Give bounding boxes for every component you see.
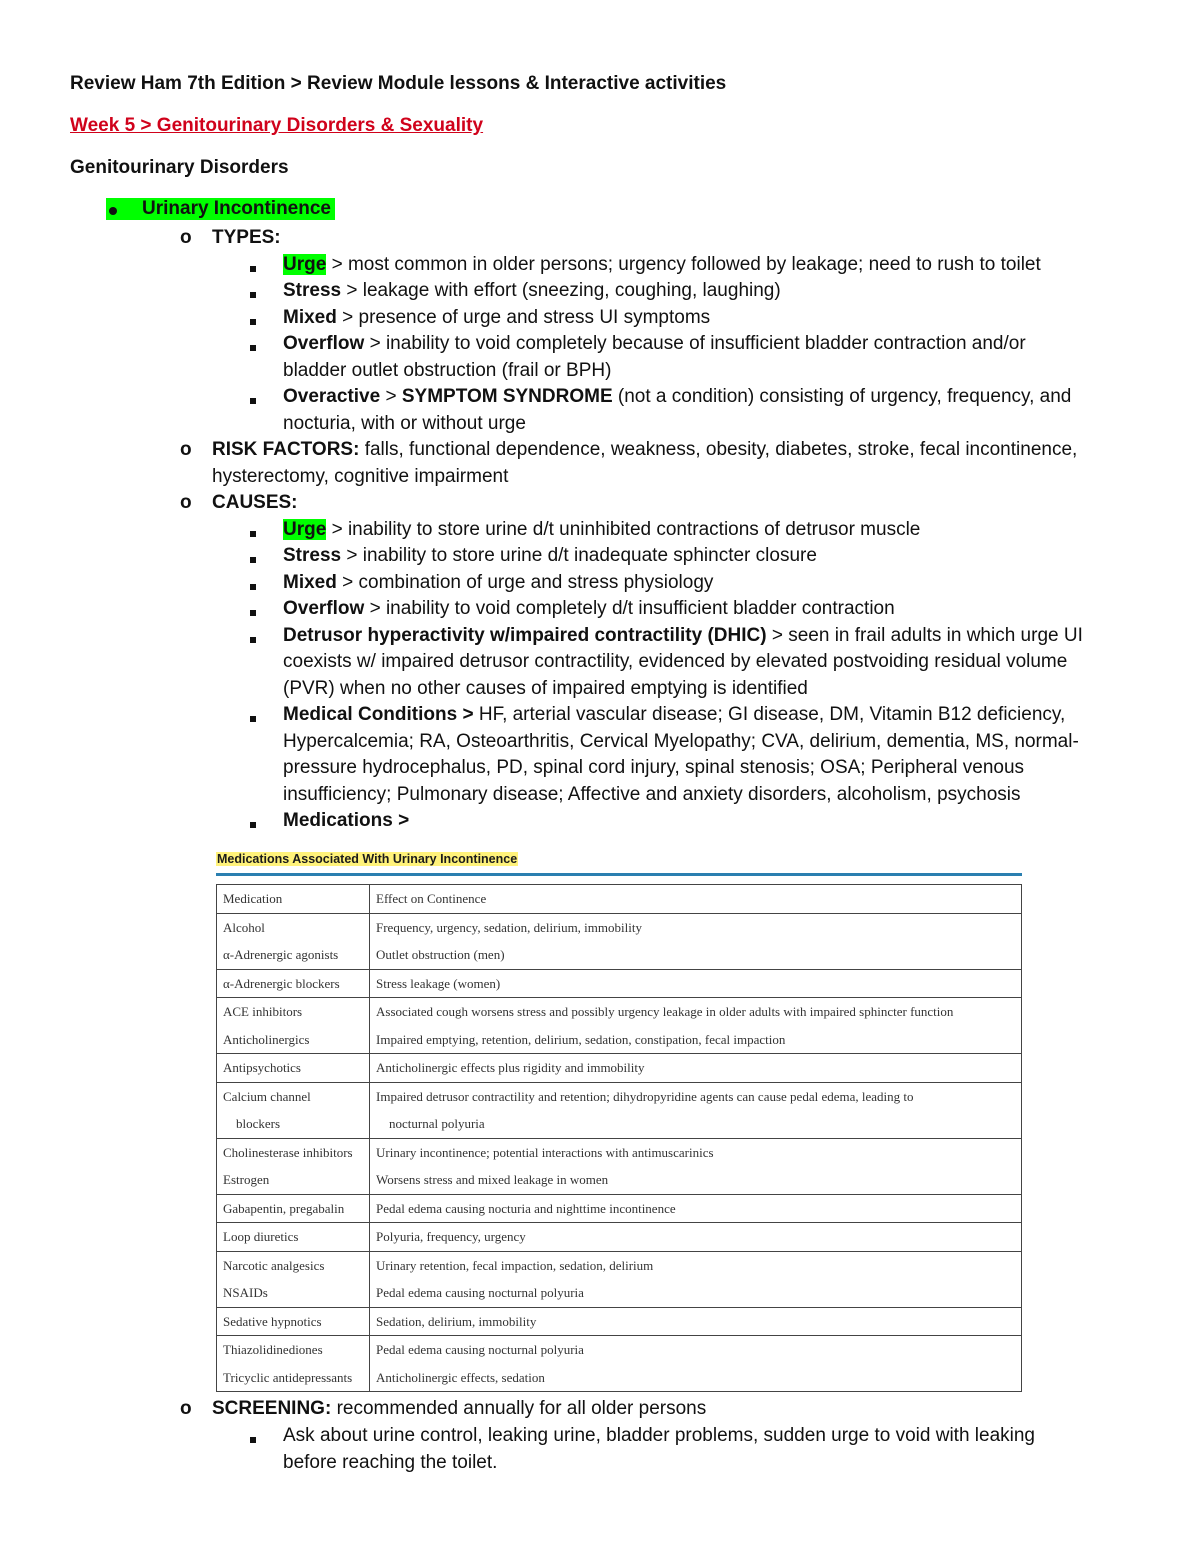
cause-text2: Hypercalcemia; RA, Osteoarthritis, Cervical Myelopathy; CVA, delirium, dementia, MS, normal- (283, 730, 1079, 752)
circle-bullet-icon: o (180, 439, 192, 460)
circle-bullet-icon: o (180, 492, 192, 513)
continence-effect: Outlet obstruction (men) (376, 947, 505, 962)
type-text2: nocturia, with or without urge (283, 412, 526, 434)
table-row (217, 1307, 1022, 1336)
type-item (283, 252, 1041, 279)
square-bullet-icon (250, 1425, 256, 1452)
cause-term: Urge (283, 518, 327, 540)
square-bullet-icon (250, 254, 256, 281)
square-bullet-icon (250, 307, 256, 334)
square-bullet-icon (250, 333, 256, 360)
square-bullet-icon (250, 545, 256, 572)
continence-effect: Worsens stress and mixed leakage in women (376, 1172, 609, 1187)
cause-text: HF, arterial vascular disease; GI disease, DM, Vitamin B12 deficiency, (473, 704, 1066, 725)
type-term: Urge (283, 253, 327, 275)
cause-term: Mixed (283, 571, 337, 593)
risk-factors (212, 437, 1077, 490)
table-title: Medications Associated With Urinary Incontinence (217, 852, 518, 866)
type-term: Overflow (283, 333, 365, 354)
continence-effect: Sedation, delirium, immobility (376, 1313, 537, 1329)
screening-item: Ask about urine control, leaking urine, bladder problems, sudden urge to void with leaking (283, 1425, 1036, 1446)
square-bullet-icon (250, 386, 256, 413)
header-medication: Medication (223, 891, 283, 906)
medication-name: Cholinesterase inhibitors (223, 1144, 353, 1160)
table-header-row (217, 885, 1022, 914)
type-text3: (not a condition) consisting of urgency, frequency, and (612, 386, 1072, 407)
medication-name: blockers (223, 1116, 281, 1131)
cause-text: > inability to store urine d/t uninhibited contractions of detrusor muscle (326, 518, 921, 540)
continence-effect: Stress leakage (women) (376, 975, 501, 991)
type-term: Mixed (283, 306, 337, 328)
medication-name: Calcium channel (223, 1088, 311, 1104)
continence-effect: Urinary incontinence; potential interactions with antimuscarinics (376, 1144, 714, 1160)
medication-name: Loop diuretics (223, 1229, 299, 1244)
risk-text: falls, functional dependence, weakness, obesity, diabetes, stroke, fecal incontinence, (359, 439, 1078, 460)
cause-text: > combination of urge and stress physiology (336, 571, 714, 593)
type-item (283, 331, 1026, 384)
medication-name: Anticholinergics (223, 1031, 310, 1047)
table-rule (216, 873, 1022, 876)
medication-name: Antipsychotics (223, 1060, 301, 1075)
circle-bullet-icon: o (180, 1398, 192, 1419)
cause-item (283, 596, 895, 623)
continence-effect: Frequency, urgency, sedation, delirium, immobility (376, 919, 642, 935)
type-text2: bladder outlet obstruction (frail or BPH) (283, 359, 612, 381)
type-text: > presence of urge and stress UI symptoms (336, 306, 711, 328)
causes-label: CAUSES: (212, 492, 298, 513)
screening-item2: before reaching the toilet. (283, 1451, 498, 1473)
circle-bullet-icon: o (180, 227, 192, 248)
types-heading (212, 225, 281, 252)
cause-term: Detrusor hyperactivity w/impaired contractility (DHIC) (283, 624, 767, 646)
continence-effect: Pedal edema causing nocturnal polyuria (376, 1342, 584, 1357)
cause-item (283, 702, 1079, 808)
cause-term: Medications > (283, 810, 410, 831)
topic-text: Urinary Incontinence (142, 198, 331, 219)
medication-name: Tricyclic antidepressants (223, 1369, 353, 1385)
medication-name: Thiazolidinediones (223, 1342, 323, 1357)
square-bullet-icon (250, 519, 256, 546)
square-bullet-icon (250, 598, 256, 625)
cause-text: > seen in frail adults in which urge UI (766, 624, 1083, 646)
risk-label: RISK FACTORS: (212, 439, 360, 460)
type-item (283, 278, 781, 305)
type-item (283, 305, 710, 332)
cause-term: Overflow (283, 598, 365, 619)
continence-effect: Anticholinergic effects plus rigidity and immobility (376, 1060, 645, 1075)
medication-name: Gabapentin, pregabalin (223, 1200, 345, 1216)
bullet-icon (109, 207, 117, 215)
type-term2: SYMPTOM SYNDROME (401, 386, 613, 407)
cause-item (283, 623, 1083, 703)
risk-text2: hysterectomy, cognitive impairment (212, 465, 509, 487)
table-row (217, 969, 1022, 998)
medication-name: Sedative hypnotics (223, 1313, 322, 1329)
medication-name: ACE inhibitors (223, 1004, 303, 1019)
section-title: Genitourinary Disorders (70, 157, 289, 178)
type-text: > (380, 386, 402, 407)
medication-name: Estrogen (223, 1172, 270, 1187)
screening-text: recommended annually for all older persons (331, 1398, 707, 1419)
type-text: > leakage with effort (sneezing, coughing, laughing) (341, 280, 781, 301)
cause-text3: (PVR) when no other causes of impaired emptying is identified (283, 677, 808, 699)
square-bullet-icon (250, 572, 256, 599)
continence-effect: Polyuria, frequency, urgency (376, 1229, 526, 1244)
type-term: Stress (283, 280, 342, 301)
cause-item (283, 570, 713, 597)
table-row (217, 913, 1022, 969)
table-row (217, 1223, 1022, 1252)
type-item (283, 384, 1071, 437)
week-link[interactable]: Week 5 > Genitourinary Disorders & Sexuality (70, 115, 484, 136)
table-row (217, 998, 1022, 1054)
cause-text: > inability to store urine d/t inadequate sphincter closure (341, 545, 817, 566)
type-term: Overactive (283, 386, 381, 407)
cause-text2: coexists w/ impaired detrusor contractility, evidenced by elevated postvoiding residual volume (283, 651, 1068, 672)
header-effect: Effect on Continence (376, 891, 487, 906)
cause-item (283, 543, 817, 570)
table-row (217, 1336, 1022, 1392)
type-text: > inability to void completely because of insufficient bladder contraction and/or (364, 333, 1026, 354)
continence-effect: Impaired detrusor contractility and retention; dihydropyridine agents can cause pedal edema, leading to (376, 1088, 914, 1104)
square-bullet-icon (250, 280, 256, 307)
cause-term: Medical Conditions > (283, 704, 474, 725)
types-label: TYPES: (212, 227, 281, 248)
table-row (217, 1251, 1022, 1307)
cause-text3: pressure hydrocephalus, PD, spinal cord injury, spinal stenosis; OSA; Peripheral venous (283, 757, 1025, 778)
cause-item (283, 808, 409, 835)
continence-effect: Impaired emptying, retention, delirium, sedation, constipation, fecal impaction (376, 1031, 786, 1047)
continence-effect: Anticholinergic effects, sedation (376, 1369, 545, 1385)
cause-term: Stress (283, 545, 342, 566)
screening-label: SCREENING: (212, 1398, 332, 1419)
continence-effect: Urinary retention, fecal impaction, sedation, delirium (376, 1257, 654, 1273)
medication-name: α-Adrenergic agonists (223, 947, 339, 962)
medication-name: Narcotic analgesics (223, 1257, 325, 1273)
continence-effect: Pedal edema causing nocturnal polyuria (376, 1285, 584, 1300)
topic-heading (106, 198, 335, 220)
type-text: > most common in older persons; urgency followed by leakage; need to rush to toilet (326, 253, 1041, 275)
square-bullet-icon (250, 625, 256, 652)
table-row (217, 1054, 1022, 1083)
table-row (217, 1138, 1022, 1194)
cause-text: > inability to void completely d/t insufficient bladder contraction (364, 598, 895, 619)
screening (212, 1396, 706, 1423)
medication-name: α-Adrenergic blockers (223, 975, 340, 991)
medication-name: NSAIDs (223, 1285, 268, 1300)
continence-effect: Pedal edema causing nocturia and nighttime incontinence (376, 1200, 676, 1216)
causes-heading (212, 490, 298, 517)
cause-item (283, 517, 920, 544)
square-bullet-icon (250, 704, 256, 731)
table-row (217, 1082, 1022, 1138)
breadcrumb: Review Ham 7th Edition > Review Module lessons & Interactive activities (70, 73, 727, 94)
cause-text4: insufficiency; Pulmonary disease; Affective and anxiety disorders, alcoholism, psychosis (283, 783, 1021, 805)
continence-effect: Associated cough worsens stress and possibly urgency leakage in older adults with impaired sphincter function (376, 1004, 954, 1019)
table-row (217, 1194, 1022, 1223)
medication-name: Alcohol (223, 919, 265, 935)
square-bullet-icon (250, 810, 256, 837)
screening-item (283, 1423, 1035, 1476)
medications-table (216, 884, 1022, 1392)
continence-effect: nocturnal polyuria (376, 1116, 485, 1131)
